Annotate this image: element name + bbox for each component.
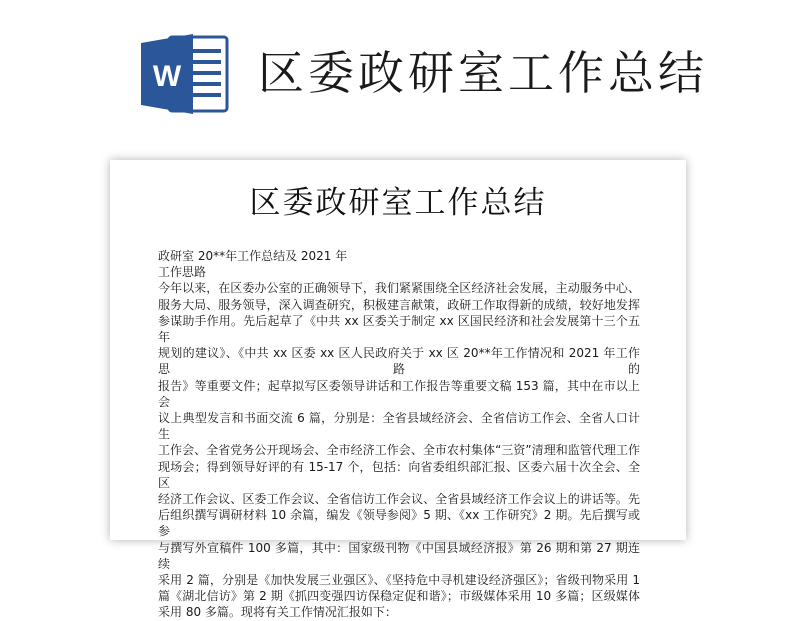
document-page [110, 160, 686, 620]
document-title: 区委政研室工作总结 [249, 185, 547, 221]
header-title: 区委政研室工作总结 [258, 46, 708, 100]
paragraph-line: 篇《湖北信访》第 2 期《抓四变强四访保稳定促和谐》；市级媒体采用 10 多篇；区级媒体 [158, 589, 640, 604]
paragraph-line: 报告》等重要文件；起草拟写区委领导讲话和工作报告等重要文稿 153 篇，其中在市以上会 [158, 378, 640, 409]
paragraph-line: 议上典型发言和书面交流 6 篇，分别是：全省县域经济会、全省信访工作会、全省人口计生 [158, 411, 640, 442]
header [0, 0, 800, 150]
paragraph-line: 规划的建议》、《中共 xx 区委 xx 区人民政府关于 xx 区 20**年工作情况和 2021 年工作思路的 [158, 346, 640, 377]
document-subtitle-line: 政研室 20**年工作总结及 2021 年 [158, 249, 348, 263]
paragraph-line: 采用 2 篇，分别是《加快发展三业强区》、《坚持危中寻机建设经济强区》；省级刊物采用 1 [158, 573, 640, 588]
paragraph-line: 经济工作会议、区委工作会议、全省信访工作会议、全省县域经济工作会议上的讲话等。先 [158, 492, 640, 507]
paragraph-line: 与撰写外宣稿件 100 多篇，其中：国家级刊物《中国县域经济报》第 26 期和第 27 期连续 [158, 540, 640, 571]
paragraph-line: 服务大局、服务领导，深入调查研究，积极建言献策，政研工作取得新的成绩，较好地发挥 [158, 297, 640, 312]
word-icon [141, 31, 231, 117]
word-icon-letter: W [152, 60, 182, 93]
document-subtitle-line: 工作思路 [158, 265, 207, 280]
paragraph-line: 后组织撰写调研材料 10 余篇，编发《领导参阅》5 期、《xx 工作研究》2 期。先后撰写或参 [158, 508, 640, 539]
paragraph-line: 参谋助手作用。先后起草了《中共 xx 区委关于制定 xx 区国民经济和社会发展第十三个五年 [158, 313, 640, 345]
document-body [158, 248, 640, 621]
paragraph-line: 采用 80 多篇。现将有关工作情况汇报如下： [158, 605, 397, 620]
paragraph-line: 今年以来，在区委办公室的正确领导下，我们紧紧围绕全区经济社会发展，主动服务中心、 [158, 281, 640, 296]
paragraph-line: 现场会；得到领导好评的有 15-17 个，包括：向省委组织部汇报、区委六届十次全会、全区 [158, 459, 640, 490]
paragraph-line: 工作会、全省党务公开现场会、全市经济工作会、全市农村集体“三资”清理和监管代理工作 [158, 443, 640, 458]
